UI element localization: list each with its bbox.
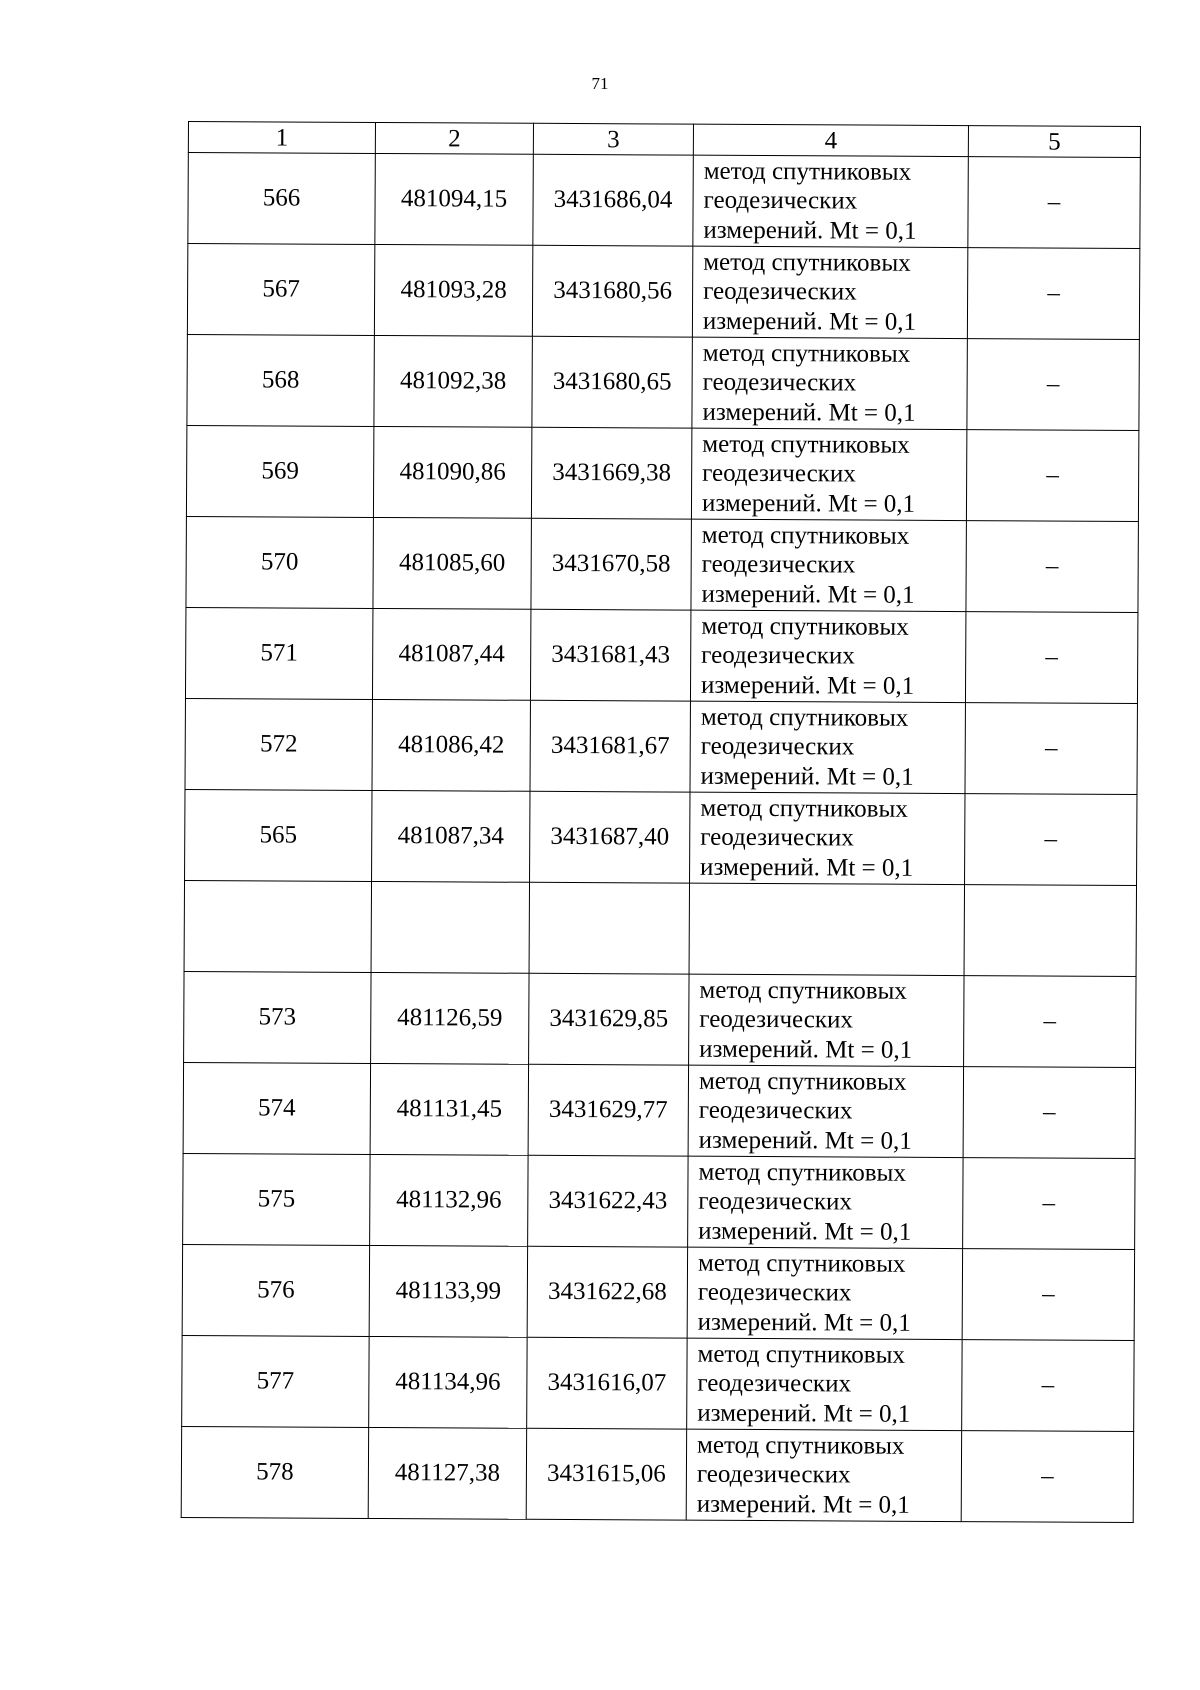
note-cell: – (962, 1340, 1134, 1432)
method-line: метод спутниковых (702, 339, 911, 368)
method-line: метод спутниковых (700, 794, 908, 823)
method-line: метод спутниковых (701, 521, 910, 550)
table-row (183, 1062, 1135, 1158)
y-coordinate-cell: 3431616,07 (527, 1337, 687, 1429)
header-col-3: 3 (533, 123, 693, 155)
method-cell (689, 883, 964, 975)
table-row (183, 1153, 1135, 1249)
x-coordinate-cell: 481086,42 (372, 699, 530, 791)
method-line: измерений. Mt = 0,1 (700, 762, 914, 791)
note-cell: – (967, 248, 1139, 340)
y-coordinate-cell: 3431687,40 (530, 791, 690, 883)
x-coordinate-cell (371, 881, 529, 973)
table-row (184, 880, 1136, 976)
method-line: геодезических (702, 459, 856, 488)
table-row (186, 425, 1138, 521)
method-cell (687, 1247, 962, 1339)
note-cell: – (965, 612, 1137, 704)
note-cell: – (964, 976, 1136, 1068)
method-line: метод спутниковых (702, 430, 910, 459)
point-number-cell: 578 (181, 1426, 368, 1518)
method-line: измерений. Mt = 0,1 (701, 580, 915, 609)
y-coordinate-cell: 3431686,04 (533, 154, 693, 246)
x-coordinate-cell: 481090,86 (373, 426, 531, 518)
y-coordinate-cell: 3431615,06 (526, 1428, 686, 1520)
note-cell: – (963, 1067, 1135, 1159)
method-cell (686, 1429, 961, 1521)
note-cell: – (965, 794, 1137, 886)
table-row (182, 1244, 1134, 1340)
y-coordinate-cell: 3431629,77 (528, 1064, 688, 1156)
coordinates-table (181, 121, 1141, 1523)
x-coordinate-cell: 481092,38 (374, 335, 532, 427)
method-cell (690, 792, 965, 884)
method-line: измерений. Mt = 0,1 (700, 671, 915, 700)
method-line: геодезических (701, 550, 856, 579)
method-line: измерений. Mt = 0,1 (702, 307, 917, 336)
header-row (188, 122, 1140, 158)
y-coordinate-cell: 3431669,38 (531, 427, 691, 519)
note-cell: – (962, 1249, 1134, 1341)
table-row (182, 1335, 1134, 1431)
y-coordinate-cell: 3431629,85 (529, 973, 689, 1065)
x-coordinate-cell: 481087,34 (372, 790, 530, 882)
table-row (187, 334, 1139, 430)
method-line: геодезических (702, 368, 857, 397)
method-line: геодезических (701, 641, 855, 670)
method-line: измерений. Mt = 0,1 (701, 489, 916, 518)
header-col-2: 2 (375, 122, 533, 154)
x-coordinate-cell: 481094,15 (375, 153, 533, 245)
y-coordinate-cell: 3431622,43 (528, 1155, 688, 1247)
method-cell (693, 155, 968, 247)
y-coordinate-cell: 3431681,67 (530, 700, 690, 792)
point-number-cell: 576 (182, 1244, 369, 1336)
y-coordinate-cell: 3431622,68 (527, 1246, 687, 1338)
method-cell (690, 610, 965, 702)
point-number-cell: 573 (184, 971, 371, 1063)
point-number-cell: 571 (185, 607, 372, 699)
method-line: метод спутниковых (703, 157, 912, 186)
method-cell (691, 519, 966, 611)
note-cell: – (963, 1158, 1135, 1250)
table-row (181, 1426, 1133, 1522)
method-line: метод спутниковых (700, 703, 909, 732)
method-cell (688, 1156, 963, 1248)
point-number-cell: 569 (186, 425, 373, 517)
method-line: измерений. Mt = 0,1 (698, 1217, 912, 1246)
method-line: геодезических (699, 1005, 853, 1034)
note-cell: – (961, 1431, 1133, 1523)
y-coordinate-cell: 3431680,56 (532, 245, 692, 337)
method-line: геодезических (700, 732, 855, 761)
point-number-cell: 565 (185, 789, 372, 881)
point-number-cell: 575 (183, 1153, 370, 1245)
note-cell: – (967, 339, 1139, 431)
method-line: измерений. Mt = 0,1 (697, 1399, 911, 1428)
method-line: измерений. Mt = 0,1 (703, 216, 917, 245)
method-line: геодезических (698, 1096, 853, 1125)
header-col-4: 4 (693, 124, 968, 156)
method-line: геодезических (697, 1278, 852, 1307)
method-line: геодезических (703, 277, 857, 306)
point-number-cell: 568 (187, 334, 374, 426)
table-row (188, 153, 1140, 249)
method-line: геодезических (698, 1187, 853, 1216)
method-line: измерений. Mt = 0,1 (699, 1035, 913, 1064)
x-coordinate-cell: 481131,45 (370, 1063, 528, 1155)
method-line: геодезических (703, 186, 858, 215)
x-coordinate-cell: 481132,96 (370, 1154, 528, 1246)
note-cell: – (966, 521, 1138, 613)
method-cell (689, 974, 964, 1066)
table-row (187, 244, 1139, 340)
method-line: геодезических (697, 1369, 852, 1398)
x-coordinate-cell: 481087,44 (372, 608, 530, 700)
method-line: измерений. Mt = 0,1 (702, 398, 916, 427)
method-line: метод спутниковых (698, 1067, 907, 1096)
y-coordinate-cell: 3431670,58 (531, 518, 691, 610)
note-cell: – (966, 430, 1138, 522)
point-number-cell: 566 (188, 153, 375, 245)
method-line: метод спутниковых (697, 1431, 905, 1460)
note-cell: – (968, 157, 1140, 249)
method-line: измерений. Mt = 0,1 (697, 1308, 911, 1337)
method-cell (688, 1065, 963, 1157)
method-line: измерений. Mt = 0,1 (700, 853, 914, 882)
x-coordinate-cell: 481127,38 (368, 1427, 526, 1519)
table-row (185, 607, 1137, 703)
method-line: метод спутниковых (698, 1158, 906, 1187)
x-coordinate-cell: 481085,60 (373, 517, 531, 609)
table-row (185, 698, 1137, 794)
method-line: метод спутниковых (697, 1340, 906, 1369)
table-body (181, 153, 1140, 1523)
point-number-cell: 570 (186, 516, 373, 608)
method-cell (690, 701, 965, 793)
note-cell: – (965, 703, 1137, 795)
method-cell (692, 246, 967, 338)
method-line: геодезических (700, 823, 854, 852)
method-line: геодезических (696, 1460, 851, 1489)
method-line: метод спутниковых (701, 612, 909, 641)
method-line: измерений. Mt = 0,1 (696, 1490, 910, 1519)
method-line: метод спутниковых (697, 1249, 906, 1278)
point-number-cell (184, 880, 371, 972)
point-number-cell: 574 (183, 1062, 370, 1154)
table-row (185, 789, 1137, 885)
method-line: метод спутниковых (699, 976, 907, 1005)
y-coordinate-cell: 3431681,43 (530, 609, 690, 701)
method-cell (687, 1338, 962, 1430)
x-coordinate-cell: 481093,28 (374, 244, 532, 336)
method-cell (691, 428, 966, 520)
y-coordinate-cell (529, 882, 689, 974)
page-number: 71 (591, 74, 609, 93)
point-number-cell: 572 (185, 698, 372, 790)
note-cell (964, 885, 1136, 977)
method-line: измерений. Mt = 0,1 (698, 1126, 912, 1155)
point-number-cell: 577 (182, 1335, 369, 1427)
x-coordinate-cell: 481133,99 (369, 1245, 527, 1337)
method-cell (692, 337, 967, 429)
table-row (184, 971, 1136, 1067)
x-coordinate-cell: 481134,96 (369, 1336, 527, 1428)
x-coordinate-cell: 481126,59 (371, 972, 529, 1064)
header-col-5: 5 (968, 126, 1140, 158)
header-col-1: 1 (188, 122, 375, 154)
table-header (188, 122, 1140, 158)
table-row (186, 516, 1138, 612)
point-number-cell: 567 (187, 244, 374, 336)
method-line: метод спутниковых (703, 248, 911, 277)
y-coordinate-cell: 3431680,65 (532, 336, 692, 428)
